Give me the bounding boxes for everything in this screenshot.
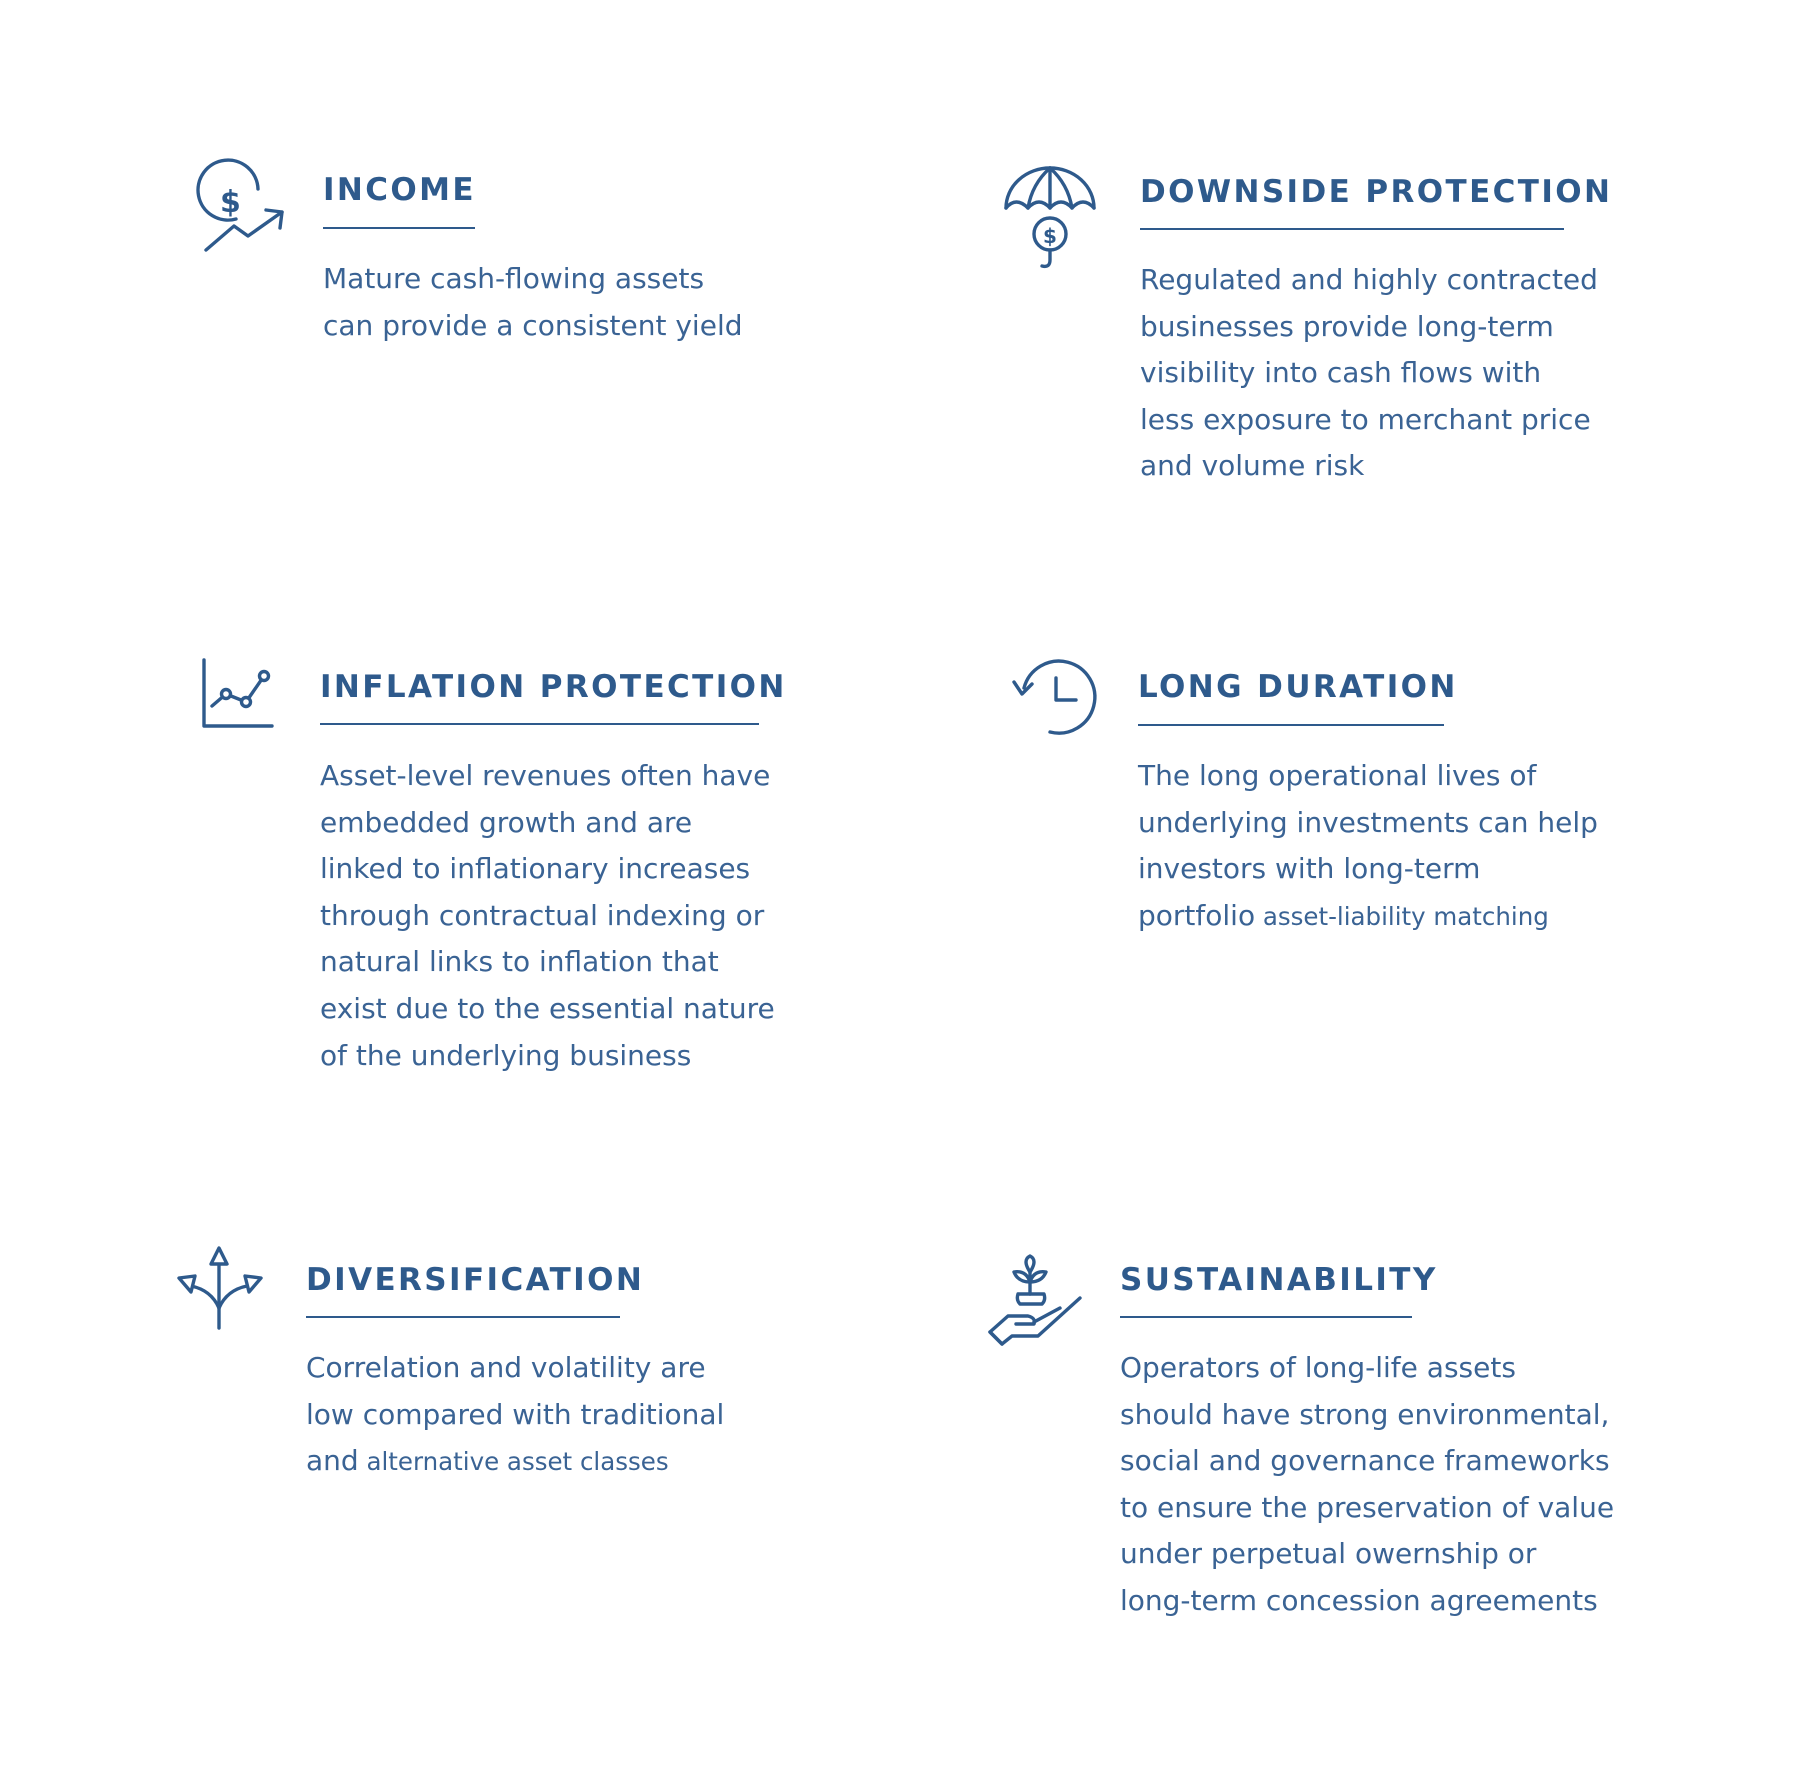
description-line: natural links to inflation that: [320, 945, 719, 979]
umbrella-dollar-icon: [1002, 166, 1098, 270]
title-underline: [1138, 724, 1444, 726]
svg-text:$: $: [1043, 224, 1057, 248]
description-line: [306, 1438, 724, 1486]
card-title: INFLATION PROTECTION: [320, 669, 787, 705]
description-line: Operators of long-life assets: [1120, 1351, 1516, 1384]
card-title: INCOME: [323, 172, 477, 208]
diverging-arrows-icon: [177, 1246, 263, 1330]
description-line: The long operational lives of: [1138, 759, 1537, 792]
card-title: DOWNSIDE PROTECTION: [1140, 174, 1613, 210]
title-underline: [306, 1316, 620, 1318]
description-line: through contractual indexing or: [320, 898, 765, 932]
dollar-growth-icon: [196, 164, 286, 254]
line-end: alternative asset classes: [358, 1447, 669, 1477]
hand-sprout-icon: [988, 1256, 1084, 1348]
card-title: LONG DURATION: [1138, 669, 1458, 705]
title-underline: [1140, 228, 1564, 230]
description-line: visibility into cash flows with: [1140, 356, 1542, 390]
description-line: embedded growth and are: [320, 805, 693, 839]
card-title: SUSTAINABILITY: [1120, 1262, 1438, 1298]
card-description: [306, 1345, 724, 1486]
description-line: Asset-level revenues often have: [320, 759, 771, 792]
description-line: can provide a consistent yield: [323, 308, 743, 342]
title-underline: [1120, 1316, 1412, 1318]
card-description: [320, 753, 775, 1079]
description-line: Correlation and volatility are: [306, 1351, 706, 1384]
description-line: investors with long-term: [1138, 852, 1481, 886]
title-underline: [320, 723, 759, 725]
description-line: low compared with traditional: [306, 1397, 725, 1431]
description-line: of the underlying business: [320, 1038, 692, 1072]
description-line: Mature cash-flowing assets: [323, 262, 705, 295]
description-line: under perpetual owernship or: [1120, 1537, 1537, 1571]
clock-history-icon: [1010, 660, 1096, 738]
line-end: asset-liability matching: [1255, 901, 1549, 931]
description-line: underlying investments can help: [1138, 805, 1598, 839]
line-chart-icon: [202, 658, 274, 728]
description-line: linked to inflationary increases: [320, 852, 751, 886]
description-line: and volume risk: [1140, 449, 1365, 483]
card-description: [1140, 257, 1598, 490]
svg-text:$: $: [220, 185, 241, 220]
card-description: [1138, 753, 1598, 940]
line-start: portfolio: [1138, 898, 1256, 932]
card-description: [323, 256, 743, 349]
description-line: businesses provide long-term: [1140, 309, 1554, 343]
description-line: Regulated and highly contracted: [1140, 263, 1598, 296]
card-title: DIVERSIFICATION: [306, 1262, 645, 1298]
description-line: should have strong environmental,: [1120, 1397, 1610, 1431]
description-line: exist due to the essential nature: [320, 991, 775, 1025]
line-start: and: [306, 1444, 359, 1478]
description-line: less exposure to merchant price: [1140, 402, 1591, 436]
description-line: [1138, 893, 1598, 941]
description-line: to ensure the preservation of value: [1120, 1490, 1615, 1524]
title-underline: [323, 227, 475, 229]
card-description: [1120, 1345, 1614, 1625]
description-line: long-term concession agreements: [1120, 1583, 1598, 1617]
description-line: social and governance frameworks: [1120, 1444, 1610, 1478]
